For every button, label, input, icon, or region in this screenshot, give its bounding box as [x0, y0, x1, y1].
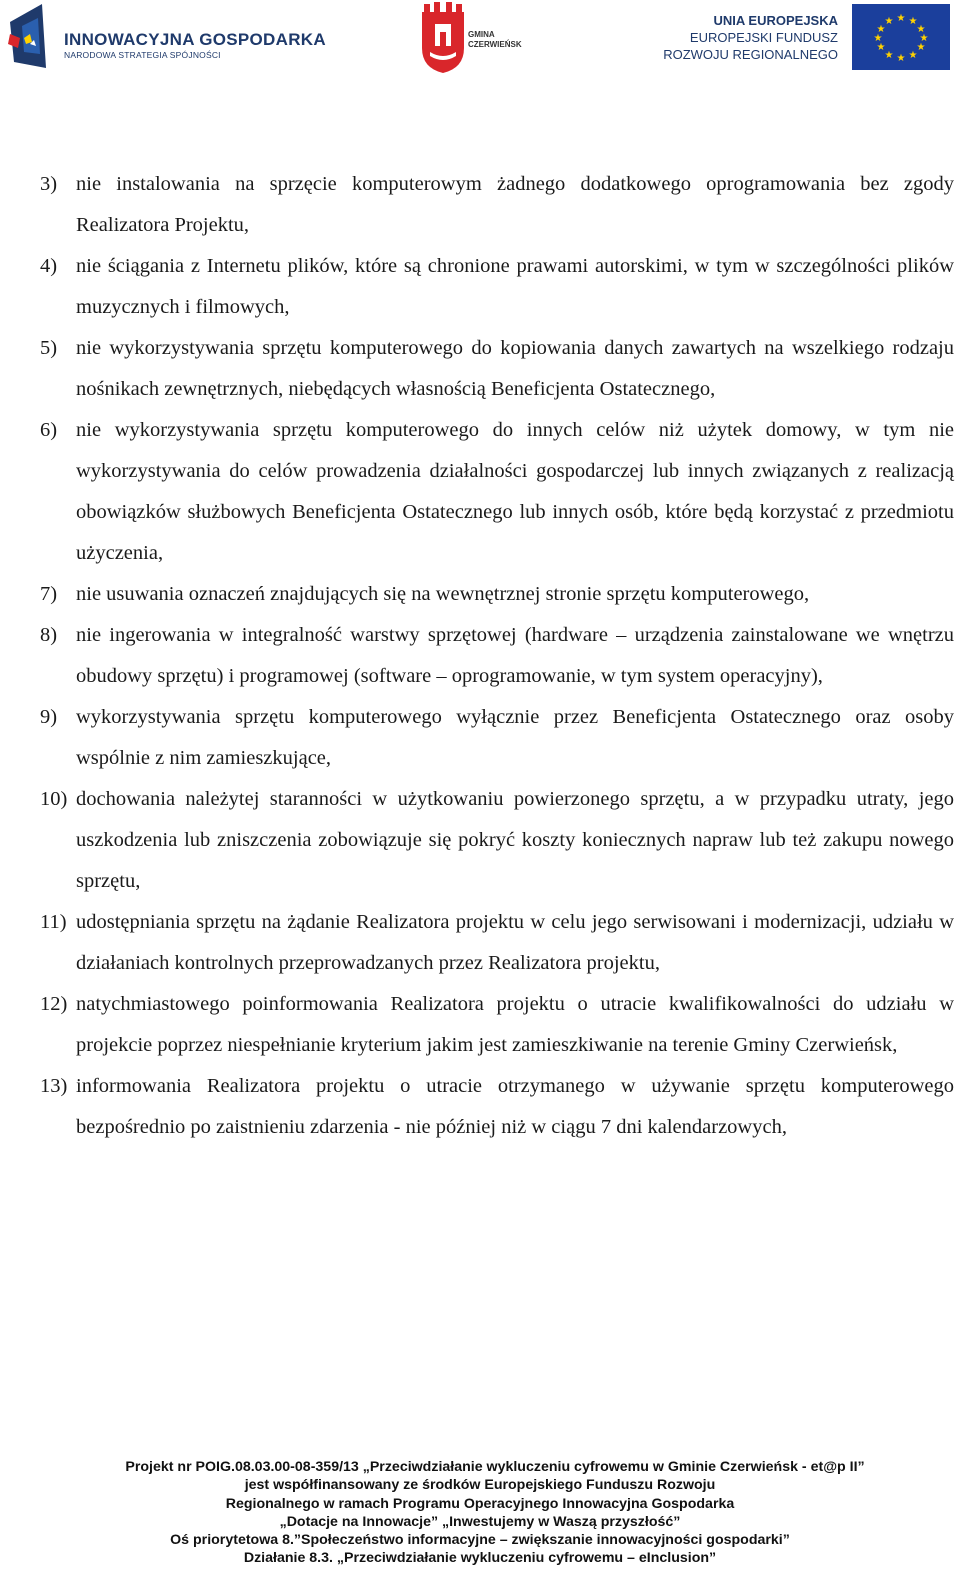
- footer-line: „Dotacje na Innowacje” „Inwestujemy w Waszą przyszłość”: [279, 1513, 681, 1530]
- footer-line: Regionalnego w ramach Programu Operacyjnego Innowacyjna Gospodarka: [225, 1495, 735, 1512]
- list-item: [40, 574, 954, 615]
- eu-text: [663, 12, 838, 63]
- eu-line1: UNIA EUROPEJSKA: [713, 13, 838, 28]
- page-footer: [0, 1458, 960, 1568]
- item-text: nie ściągania z Internetu plików, które są chronione prawami autorskimi, w tym w szczególności plików muzycznych i filmowych,: [76, 255, 954, 318]
- item-number: 7): [40, 583, 58, 605]
- list-item: [40, 902, 954, 984]
- svg-text:★: ★: [876, 42, 886, 53]
- item-text: nie ingerowania w integralność warstwy sprzętowej (hardware – urządzenia zainstalowane we wnętrzu obudowy sprzętu) i programowej (software – oprogramowanie, w tym system operacyjny),: [76, 624, 954, 687]
- footer-line: Działanie 8.3. „Przeciwdziałanie wykluczeniu cyfrowemu – eInclusion”: [243, 1550, 717, 1567]
- list-item: [40, 246, 954, 328]
- svg-text:★: ★: [908, 16, 918, 27]
- item-number: 6): [40, 419, 58, 441]
- item-number: 9): [40, 706, 58, 728]
- list-item: [40, 984, 954, 1066]
- gmina-name: [468, 30, 522, 50]
- ig-subtitle: NARODOWA STRATEGIA SPÓJNOŚCI: [64, 50, 221, 60]
- obligations-list: [40, 164, 954, 1148]
- item-text: wykorzystywania sprzętu komputerowego wyłącznie przez Beneficjenta Ostatecznego oraz osoby wspólnie z nim zamieszkujące,: [76, 706, 954, 769]
- eu-erdf-logo: [660, 4, 950, 70]
- footer-line: Oś priorytetowa 8.”Społeczeństwo informacyjne – zwiększanie innowacyjności gospodarki”: [170, 1532, 790, 1549]
- svg-text:★: ★: [876, 24, 886, 35]
- item-number: 12): [40, 993, 68, 1015]
- ig-title: INNOWACYJNA GOSPODARKA: [64, 30, 326, 49]
- innowacyjna-gospodarka-logo: [8, 4, 326, 72]
- svg-text:★: ★: [873, 33, 883, 44]
- item-text: nie wykorzystywania sprzętu komputerowego do innych celów niż użytek domowy, w tym nie wykorzystywania do celów prowadzenia działalności gospodarczej lub innych związanych z realizacją obowiązków służbowych Beneficjenta Ostatecznego lub innych osób, które będą korzystać z przedmiotu użyczenia,: [76, 419, 954, 564]
- item-text: dochowania należytej staranności w użytkowaniu powierzonego sprzętu, a w przypadku utraty, jego uszkodzenia lub zniszczenia zobowiązuje się pokryć koszty koniecznych napraw lub też zakupu nowego sprzętu,: [76, 788, 954, 892]
- page-header: [0, 0, 960, 80]
- item-number: 11): [40, 911, 67, 933]
- gmina-line1: GMINA: [468, 30, 495, 39]
- footer-line: jest współfinansowany ze środków Europejskiego Funduszu Rozwoju: [244, 1477, 716, 1494]
- ig-emblem-icon: [8, 4, 60, 72]
- list-item: [40, 779, 954, 902]
- list-item: [40, 615, 954, 697]
- item-number: 10): [40, 788, 68, 810]
- list-item: [40, 1066, 954, 1148]
- item-number: 3): [40, 173, 58, 195]
- list-item: [40, 164, 954, 246]
- eu-line2: EUROPEJSKI FUNDUSZ: [689, 30, 838, 45]
- svg-text:★: ★: [884, 16, 894, 27]
- item-number: 5): [40, 337, 58, 359]
- gmina-line2: CZERWIEŃSK: [468, 40, 522, 49]
- svg-text:★: ★: [896, 13, 906, 24]
- svg-text:★: ★: [919, 33, 929, 44]
- gmina-coat-of-arms-icon: [420, 2, 466, 74]
- item-number: 4): [40, 255, 58, 277]
- svg-text:★: ★: [884, 50, 894, 61]
- svg-text:★: ★: [896, 53, 906, 64]
- item-text: nie wykorzystywania sprzętu komputerowego do kopiowania danych zawartych na wszelkiego rodzaju nośnikach zewnętrznych, niebędących własnością Beneficjenta Ostatecznego,: [76, 337, 954, 400]
- item-number: 13): [40, 1075, 68, 1097]
- list-item: [40, 328, 954, 410]
- eu-flag-icon: [852, 4, 950, 70]
- item-text: nie instalowania na sprzęcie komputerowym żadnego dodatkowego oprogramowania bez zgody Realizatora Projektu,: [76, 173, 954, 236]
- eu-line3: ROZWOJU REGIONALNEGO: [663, 47, 838, 62]
- item-text: natychmiastowego poinformowania Realizatora projektu o utracie kwalifikowalności do udziału w projekcie poprzez niespełnianie kryterium jakim jest zamieszkiwanie na terenie Gminy Czerwieńsk,: [76, 993, 954, 1056]
- item-text: informowania Realizatora projektu o utracie otrzymanego w używanie sprzętu komputerowego bezpośrednio po zaistnieniu zdarzenia - nie później niż w ciągu 7 dni kalendarzowych,: [76, 1075, 954, 1138]
- item-number: 8): [40, 624, 58, 646]
- footer-line: Projekt nr POIG.08.03.00-08-359/13 „Przeciwdziałanie wykluczeniu cyfrowemu w Gminie Czerwieńsk - et@p II”: [125, 1459, 865, 1475]
- item-text: udostępniania sprzętu na żądanie Realizatora projektu w celu jego serwisowani i modernizacji, udziału w działaniach kontrolnych przeprowadzanych przez Realizatora projektu,: [76, 911, 954, 974]
- svg-text:★: ★: [916, 24, 926, 35]
- svg-text:★: ★: [908, 50, 918, 61]
- list-item: [40, 697, 954, 779]
- svg-text:★: ★: [916, 42, 926, 53]
- list-item: [40, 410, 954, 574]
- item-text: nie usuwania oznaczeń znajdujących się na wewnętrznej stronie sprzętu komputerowego,: [76, 583, 810, 605]
- gmina-czerwiensk-logo: [420, 2, 530, 76]
